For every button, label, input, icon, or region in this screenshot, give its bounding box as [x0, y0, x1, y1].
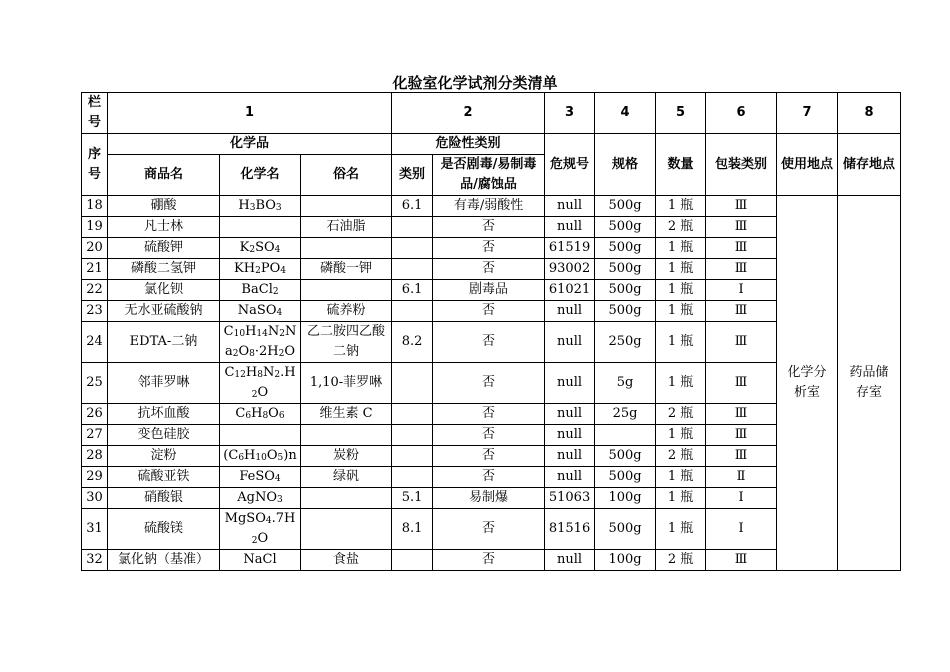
common-name-cell — [301, 425, 392, 446]
chemical-name-cell — [220, 425, 301, 446]
storage-location-header: 储存地点 — [838, 134, 901, 196]
toxic-flag-cell: 否 — [433, 467, 545, 488]
hazard-code-cell: null — [545, 404, 595, 425]
spec-header: 规格 — [595, 134, 656, 196]
hazard-code-cell: null — [545, 446, 595, 467]
product-name-cell: 硫酸镁 — [108, 509, 220, 550]
quantity-cell: 2 瓶 — [656, 217, 706, 238]
chemical-name-cell: NaCl — [220, 550, 301, 571]
toxic-flag-cell: 剧毒品 — [433, 280, 545, 301]
package-type-cell: Ⅲ — [706, 550, 777, 571]
category-cell — [392, 446, 433, 467]
package-type-cell: Ⅲ — [706, 238, 777, 259]
chemical-name-cell: FeSO$_4$ — [220, 467, 301, 488]
package-type-cell: Ⅲ — [706, 363, 777, 404]
quantity-cell: 1 瓶 — [656, 363, 706, 404]
product-name-cell: 无水亚硫酸钠 — [108, 301, 220, 322]
hazard-code-cell: null — [545, 425, 595, 446]
hazard-group-header: 危险性类别 — [392, 134, 545, 155]
common-name-cell: 绿矾 — [301, 467, 392, 488]
spec-cell: 500g — [595, 509, 656, 550]
common-name-cell — [301, 238, 392, 259]
quantity-cell: 1 瓶 — [656, 280, 706, 301]
chemical-name-cell — [220, 217, 301, 238]
category-cell: 6.1 — [392, 196, 433, 217]
hazard-code-cell: null — [545, 363, 595, 404]
seq-cell: 26 — [82, 404, 108, 425]
quantity-cell: 2 瓶 — [656, 550, 706, 571]
col-number-8: 8 — [838, 93, 901, 134]
spec-cell: 100g — [595, 550, 656, 571]
common-name-cell: 食盐 — [301, 550, 392, 571]
col-number-7: 7 — [777, 93, 838, 134]
chemical-name-cell: $C_6H_8O_6$ — [220, 404, 301, 425]
category-cell — [392, 217, 433, 238]
seq-cell: 29 — [82, 467, 108, 488]
common-name-cell — [301, 196, 392, 217]
common-name-cell — [301, 488, 392, 509]
package-type-cell: Ⅲ — [706, 301, 777, 322]
seq-header: 序号 — [82, 134, 108, 196]
seq-cell: 27 — [82, 425, 108, 446]
quantity-cell: 1 瓶 — [656, 259, 706, 280]
spec-cell: 500g — [595, 467, 656, 488]
seq-cell: 24 — [82, 322, 108, 363]
col-number-1: 1 — [108, 93, 392, 134]
common-name-cell: 硫养粉 — [301, 301, 392, 322]
seq-cell: 22 — [82, 280, 108, 301]
toxic-flag-cell: 否 — [433, 446, 545, 467]
product-name-cell: 磷酸二氢钾 — [108, 259, 220, 280]
quantity-cell: 1 瓶 — [656, 467, 706, 488]
category-cell: 5.1 — [392, 488, 433, 509]
seq-cell: 21 — [82, 259, 108, 280]
category-cell — [392, 467, 433, 488]
common-name-cell: 磷酸一钾 — [301, 259, 392, 280]
hazard-code-header: 危规号 — [545, 134, 595, 196]
seq-cell: 18 — [82, 196, 108, 217]
use-location-header: 使用地点 — [777, 134, 838, 196]
package-type-cell: Ⅲ — [706, 446, 777, 467]
toxic-flag-cell: 否 — [433, 301, 545, 322]
toxic-flag-cell: 否 — [433, 404, 545, 425]
product-name-cell: 氯化钡 — [108, 280, 220, 301]
quantity-cell: 1 瓶 — [656, 509, 706, 550]
col-number-2: 2 — [392, 93, 545, 134]
quantity-cell: 1 瓶 — [656, 425, 706, 446]
spec-cell — [595, 425, 656, 446]
quantity-cell: 1 瓶 — [656, 196, 706, 217]
category-header: 类别 — [392, 155, 433, 196]
spec-cell: 500g — [595, 217, 656, 238]
toxic-flag-cell: 否 — [433, 550, 545, 571]
package-type-cell: Ⅰ — [706, 488, 777, 509]
spec-cell: 500g — [595, 196, 656, 217]
product-name-header: 商品名 — [108, 155, 220, 196]
hazard-code-cell: 51063 — [545, 488, 595, 509]
package-type-cell: Ⅲ — [706, 196, 777, 217]
common-name-cell: 石油脂 — [301, 217, 392, 238]
chemical-name-cell: NaSO$_4$ — [220, 301, 301, 322]
category-cell: 8.2 — [392, 322, 433, 363]
product-name-cell: 淀粉 — [108, 446, 220, 467]
spec-cell: 5g — [595, 363, 656, 404]
toxic-flag-cell: 否 — [433, 425, 545, 446]
hazard-code-cell: null — [545, 217, 595, 238]
seq-cell: 28 — [82, 446, 108, 467]
product-name-cell: 硼酸 — [108, 196, 220, 217]
quantity-cell: 1 瓶 — [656, 238, 706, 259]
category-cell: 8.1 — [392, 509, 433, 550]
hazard-code-cell: null — [545, 322, 595, 363]
header-row-1 — [82, 134, 901, 155]
toxic-flag-cell: 有毒/弱酸性 — [433, 196, 545, 217]
common-name-cell — [301, 280, 392, 301]
chemical-name-cell: $KH_2PO_4$ — [220, 259, 301, 280]
chemical-name-cell: $MgSO_4.7H_2O$ — [220, 509, 301, 550]
common-name-cell: 炭粉 — [301, 446, 392, 467]
common-name-cell: 1,10-菲罗啉 — [301, 363, 392, 404]
package-type-cell: Ⅲ — [706, 322, 777, 363]
category-cell — [392, 425, 433, 446]
hazard-code-cell: null — [545, 550, 595, 571]
toxic-flag-header: 是否剧毒/易制毒品/腐蚀品 — [433, 155, 545, 196]
page-title: 化验室化学试剂分类清单 — [392, 74, 558, 92]
product-name-cell: 抗坏血酸 — [108, 404, 220, 425]
category-cell — [392, 363, 433, 404]
spec-cell: 500g — [595, 280, 656, 301]
package-type-cell: Ⅰ — [706, 280, 777, 301]
product-name-cell: 硫酸钾 — [108, 238, 220, 259]
category-cell — [392, 550, 433, 571]
product-name-cell: 变色硅胶 — [108, 425, 220, 446]
hazard-code-cell: 61021 — [545, 280, 595, 301]
product-name-cell: 凡士林 — [108, 217, 220, 238]
chemical-name-cell: AgNO$_3$ — [220, 488, 301, 509]
spec-cell: 500g — [595, 259, 656, 280]
package-type-cell: Ⅱ — [706, 467, 777, 488]
chemical-name-header: 化学名 — [220, 155, 301, 196]
chemical-name-cell: $K_2SO_4$ — [220, 238, 301, 259]
hazard-code-cell: null — [545, 196, 595, 217]
spec-cell: 25g — [595, 404, 656, 425]
chemical-name-cell: $(C_6H_{10}O_5)n$ — [220, 446, 301, 467]
chemical-group-header: 化学品 — [108, 134, 392, 155]
storage-location-cell: 药品储存室 — [838, 196, 901, 571]
toxic-flag-cell: 易制爆 — [433, 488, 545, 509]
hazard-code-cell: 61519 — [545, 238, 595, 259]
common-name-header: 俗名 — [301, 155, 392, 196]
seq-cell: 23 — [82, 301, 108, 322]
col-number-5: 5 — [656, 93, 706, 134]
spec-cell: 100g — [595, 488, 656, 509]
product-name-cell: 氯化钠（基准） — [108, 550, 220, 571]
category-cell — [392, 404, 433, 425]
product-name-cell: 邻菲罗啉 — [108, 363, 220, 404]
toxic-flag-cell: 否 — [433, 363, 545, 404]
common-name-cell — [301, 509, 392, 550]
common-name-cell: 乙二胺四乙酸二钠 — [301, 322, 392, 363]
use-location-cell: 化学分析室 — [777, 196, 838, 571]
col-number-4: 4 — [595, 93, 656, 134]
spec-cell: 500g — [595, 446, 656, 467]
hazard-code-cell: 93002 — [545, 259, 595, 280]
quantity-cell: 2 瓶 — [656, 404, 706, 425]
hazard-code-cell: 81516 — [545, 509, 595, 550]
seq-cell: 31 — [82, 509, 108, 550]
chemical-name-cell: $C_{12}H_8N_2.H_2O$ — [220, 363, 301, 404]
package-type-cell: Ⅲ — [706, 425, 777, 446]
seq-cell: 30 — [82, 488, 108, 509]
quantity-cell: 1 瓶 — [656, 488, 706, 509]
category-cell — [392, 259, 433, 280]
spec-cell: 500g — [595, 238, 656, 259]
toxic-flag-cell: 否 — [433, 217, 545, 238]
col-no-header: 栏号 — [82, 93, 108, 134]
category-cell: 6.1 — [392, 280, 433, 301]
product-name-cell: 硝酸银 — [108, 488, 220, 509]
chemical-name-cell: $C_{10}H_{14}N_2Na_2O_8\cdot 2H_2O$ — [220, 322, 301, 363]
toxic-flag-cell: 否 — [433, 509, 545, 550]
category-cell — [392, 238, 433, 259]
chemical-name-cell: BaCl$_2$ — [220, 280, 301, 301]
package-type-cell: Ⅲ — [706, 217, 777, 238]
product-name-cell: 硫酸亚铁 — [108, 467, 220, 488]
seq-cell: 20 — [82, 238, 108, 259]
toxic-flag-cell: 否 — [433, 322, 545, 363]
package-type-cell: Ⅰ — [706, 509, 777, 550]
col-number-6: 6 — [706, 93, 777, 134]
package-type-cell: Ⅲ — [706, 404, 777, 425]
chemical-name-cell: $H_3BO_3$ — [220, 196, 301, 217]
product-name-cell: EDTA-二钠 — [108, 322, 220, 363]
seq-cell: 19 — [82, 217, 108, 238]
quantity-cell: 1 瓶 — [656, 322, 706, 363]
chemical-inventory-table — [81, 92, 901, 571]
hazard-code-cell: null — [545, 301, 595, 322]
hazard-code-cell: null — [545, 467, 595, 488]
toxic-flag-cell: 否 — [433, 259, 545, 280]
column-number-row — [82, 93, 901, 134]
spec-cell: 500g — [595, 301, 656, 322]
spec-cell: 250g — [595, 322, 656, 363]
table-row — [82, 196, 901, 217]
package-type-cell: Ⅲ — [706, 259, 777, 280]
category-cell — [392, 301, 433, 322]
quantity-cell: 1 瓶 — [656, 301, 706, 322]
common-name-cell: 维生素 C — [301, 404, 392, 425]
seq-cell: 32 — [82, 550, 108, 571]
package-type-header: 包装类别 — [706, 134, 777, 196]
toxic-flag-cell: 否 — [433, 238, 545, 259]
quantity-cell: 2 瓶 — [656, 446, 706, 467]
quantity-header: 数量 — [656, 134, 706, 196]
seq-cell: 25 — [82, 363, 108, 404]
col-number-3: 3 — [545, 93, 595, 134]
